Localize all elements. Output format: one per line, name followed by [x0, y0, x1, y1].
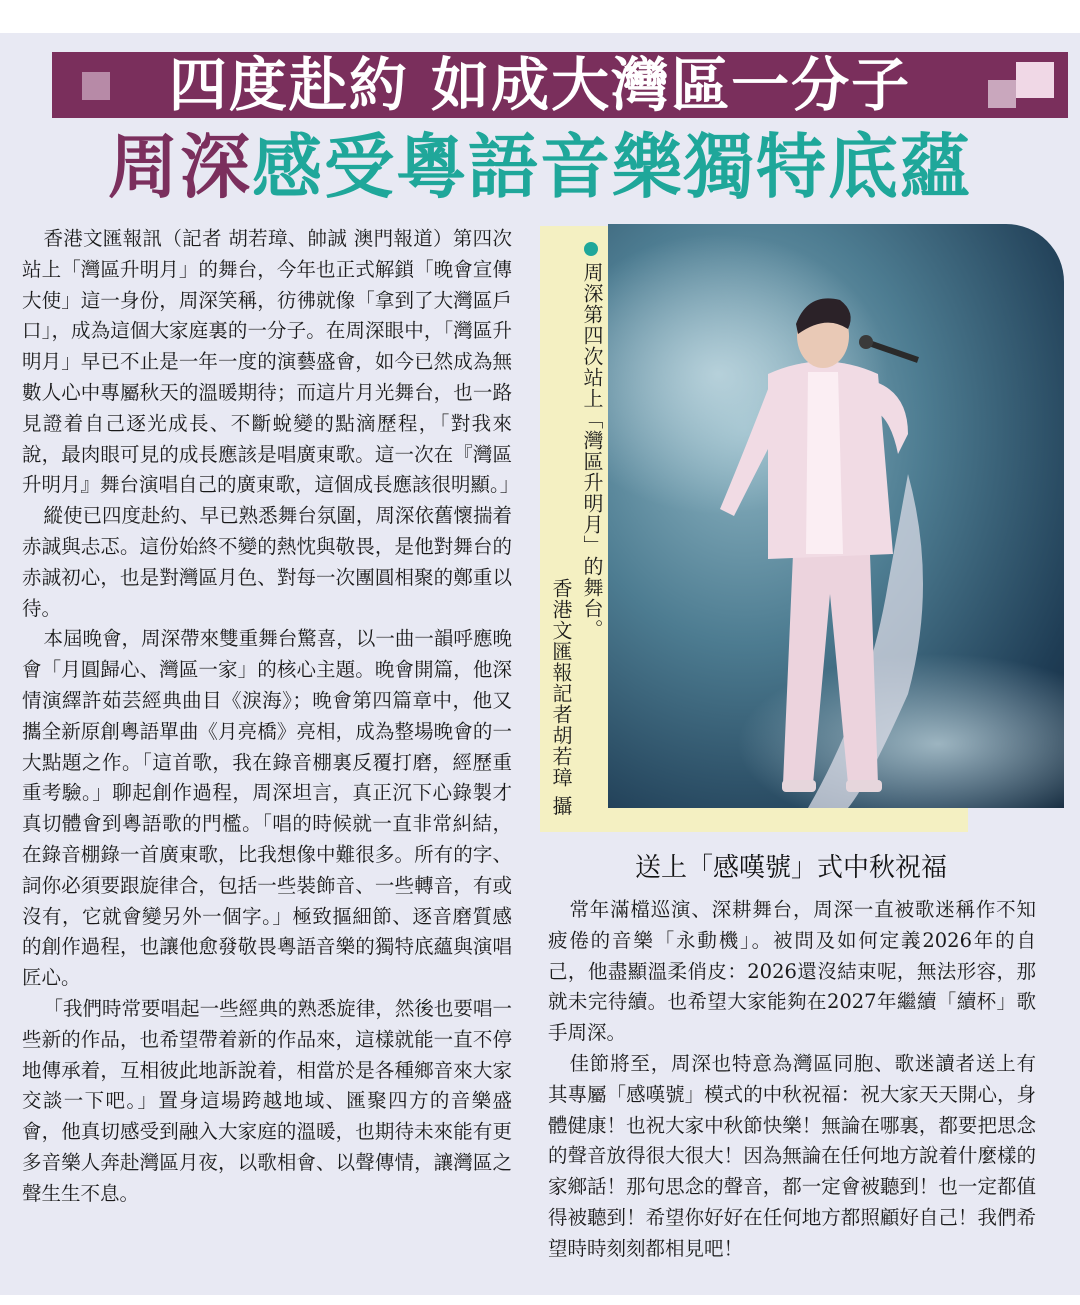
- article-paragraph: 縱使已四度赴約、早已熟悉舞台氛圍，周深依舊懷揣着赤誠與忐忑。這份始終不變的熱忱與敬畏，是他對舞台的赤誠初心，也是對灣區月色、對每一次團圓相聚的鄭重以待。: [22, 504, 512, 620]
- subtitle-rest: 感受粵語音樂獨特底蘊: [252, 126, 972, 208]
- headline-title: 四度赴約 如成大灣區一分子: [168, 51, 912, 119]
- left-article-column: [22, 224, 520, 1210]
- concert-photo: [608, 224, 1064, 808]
- singer-illustration: [608, 224, 1064, 808]
- bottom-margin: [0, 1295, 1080, 1305]
- article-paragraph: 香港文匯報訊（記者 胡若璋、帥誠 澳門報道）第四次站上「灣區升明月」的舞台，今年也正式解鎖「晚會宣傳大使」這一身份，周深笑稱，彷彿就像「拿到了大灣區戶口」，成為這個大家庭裏的一分子。在周深眼中，「灣區升明月」早已不止是一年一度的演藝盛會，如今已然成為無數人心中專屬秋天的溫暖期待；而這片月光舞台，也一路見證着自己逐光成長、不斷蛻變的點滴歷程，「對我來說，最肉眼可見的成長應該是唱廣東歌。這一次在『灣區升明月』舞台演唱自己的廣東歌，這個成長應該很明顯。」: [22, 227, 520, 497]
- article-paragraph: 常年滿檔巡演、深耕舞台，周深一直被歌迷稱作不知疲倦的音樂「永動機」。被問及如何定義2026年的自己，他盡顯溫柔俏皮：2026還沒結束呢，無法形容，那就未完待續。也希望大家能夠在2027年繼續「續杯」歌手周深。: [548, 898, 1036, 1045]
- article-paragraph: 本屆晚會，周深帶來雙重舞台驚喜，以一曲一韻呼應晚會「月圓歸心、灣區一家」的核心主題。晚會開篇，他深情演繹許茹芸經典曲目《淚海》；晚會第四篇章中，他又攜全新原創粵語單曲《月亮橋》亮相，成為整場晚會的一大點題之作。「這首歌，我在錄音棚裏反覆打磨，經歷重重考驗。」聊起創作過程，周深坦言，真正沉下心錄製才真切體會到粵語歌的門檻。「唱的時候就一直非常糾結，在錄音棚錄一首廣東歌，比我想像中難很多。所有的字、詞你必須要跟旋律合，包括一些裝飾音、一些轉音，有或沒有，它就會變另外一個字。」極致摳細節、逐音磨質感的創作過程，也讓他愈發敬畏粵語音樂的獨特底蘊與演唱匠心。: [22, 627, 512, 990]
- right-article-column: [548, 895, 1036, 1265]
- caption-bullet-icon: [584, 242, 598, 256]
- photo-caption: 周深第四次站上「灣區升明月」的舞台。: [580, 262, 604, 640]
- headline-subtitle: [0, 124, 1080, 210]
- photo-credit: 香港文匯報記者胡若璋 攝: [549, 578, 573, 817]
- article-paragraph: 「我們時常要唱起一些經典的熟悉旋律，然後也要唱一些新的作品，也希望帶着新的作品來，這樣就能一直不停地傳承着，互相彼此地訴說着，相當於是各種鄉音來大家交談一下吧。」置身這場跨越地域、匯聚四方的音樂盛會，他真切感受到融入大家庭的溫暖，也期待未來能有更多音樂人奔赴灣區月夜，以歌相會、以聲傳情，讓灣區之聲生生不息。: [22, 996, 512, 1205]
- section-heading: 送上「感嘆號」式中秋祝福: [634, 853, 947, 883]
- article-paragraph: 佳節將至，周深也特意為灣區同胞、歌迷讀者送上有其專屬「感嘆號」模式的中秋祝福：祝大家天天開心，身體健康！也祝大家中秋節快樂！無論在哪裏，都要把思念的聲音放得很大很大！因為無論在任何地方說着什麼樣的家鄉話！那句思念的聲音，都一定會被聽到！也一定都值得被聽到！希望你好好在任何地方都照顧好自己！我們希望時時刻刻都相見吧！: [548, 1051, 1036, 1260]
- top-margin: [0, 0, 1080, 33]
- subtitle-name: 周深: [108, 126, 252, 208]
